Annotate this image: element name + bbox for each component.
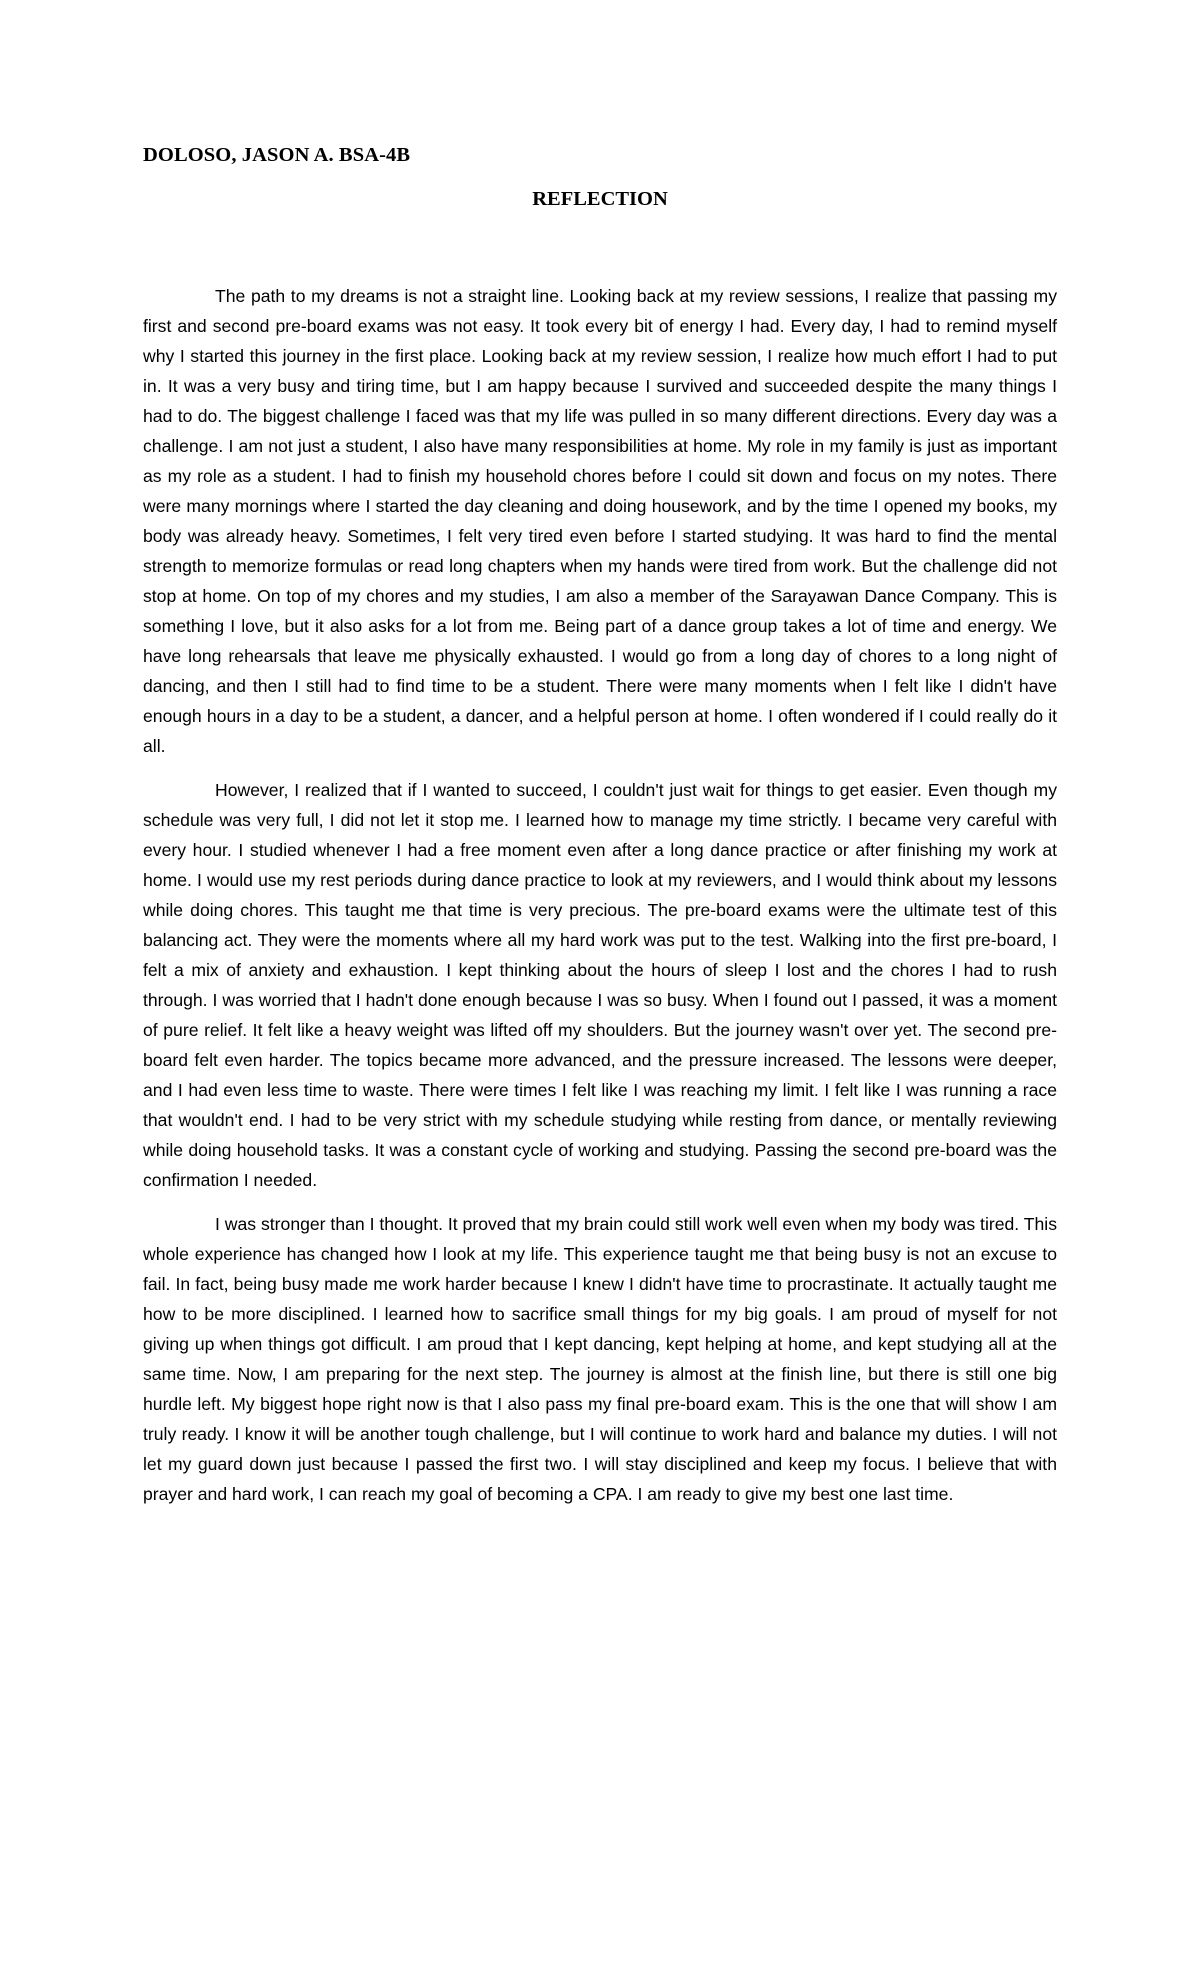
paragraph-2: However, I realized that if I wanted to succeed, I couldn't just wait for things to get easier. Even though my schedule was very full, I did not let it stop me. I learned how to manage my time strictly. I became very careful with every hour. I studied whenever I had a free moment even after a long dance practice or after finishing my work at home. I would use my rest periods during dance practice to look at my reviewers, and I would think about my lessons while doing chores. This taught me that time is very precious. The pre-board exams were the ultimate test of this balancing act. They were the moments where all my hard work was put to the test. Walking into the first pre-board, I felt a mix of anxiety and exhaustion. I kept thinking about the hours of sleep I lost and the chores I had to rush through. I was worried that I hadn't done enough because I was so busy. When I found out I passed, it was a moment of pure relief. It felt like a heavy weight was lifted off my shoulders. But the journey wasn't over yet. The second pre-board felt even harder. The topics became more advanced, and the pressure increased. The lessons were deeper, and I had even less time to waste. There were times I felt like I was reaching my limit. I felt like I was running a race that wouldn't end. I had to be very strict with my schedule studying while resting from dance, or mentally reviewing while doing household tasks. It was a constant cycle of working and studying. Passing the second pre-board was the confirmation I needed. [143, 780, 1057, 1190]
reflection-body [143, 281, 1057, 1523]
page-title: REFLECTION [532, 188, 668, 210]
paragraph-1: The path to my dreams is not a straight line. Looking back at my review sessions, I realize that passing my first and second pre-board exams was not easy. It took every bit of energy I had. Every day, I had to remind myself why I started this journey in the first place. Looking back at my review session, I realize how much effort I had to put in. It was a very busy and tiring time, but I am happy because I survived and succeeded despite the many things I had to do. The biggest challenge I faced was that my life was pulled in so many different directions. Every day was a challenge. I am not just a student, I also have many responsibilities at home. My role in my family is just as important as my role as a student. I had to finish my household chores before I could sit down and focus on my notes. There were many mornings where I started the day cleaning and doing housework, and by the time I opened my books, my body was already heavy. Sometimes, I felt very tired even before I started studying. It was hard to find the mental strength to memorize formulas or read long chapters when my hands were tired from work. But the challenge did not stop at home. On top of my chores and my studies, I am also a member of the Sarayawan Dance Company. This is something I love, but it also asks for a lot from me. Being part of a dance group takes a lot of time and energy. We have long rehearsals that leave me physically exhausted. I would go from a long day of chores to a long night of dancing, and then I still had to find time to be a student. There were many moments when I felt like I didn't have enough hours in a day to be a student, a dancer, and a helpful person at home. I often wondered if I could really do it all. [143, 286, 1057, 756]
student-name-header: DOLOSO, JASON A. BSA-4B [143, 144, 411, 166]
paragraph-3: I was stronger than I thought. It proved that my brain could still work well even when my body was tired. This whole experience has changed how I look at my life. This experience taught me that being busy is not an excuse to fail. In fact, being busy made me work harder because I knew I didn't have time to procrastinate. It actually taught me how to be more disciplined. I learned how to sacrifice small things for my big goals. I am proud of myself for not giving up when things got difficult. I am proud that I kept dancing, kept helping at home, and kept studying all at the same time. Now, I am preparing for the next step. The journey is almost at the finish line, but there is still one big hurdle left. My biggest hope right now is that I also pass my final pre-board exam. This is the one that will show I am truly ready. I know it will be another tough challenge, but I will continue to work hard and balance my duties. I will not let my guard down just because I passed the first two. I will stay disciplined and keep my focus. I believe that with prayer and hard work, I can reach my goal of becoming a CPA. I am ready to give my best one last time. [143, 1214, 1057, 1504]
